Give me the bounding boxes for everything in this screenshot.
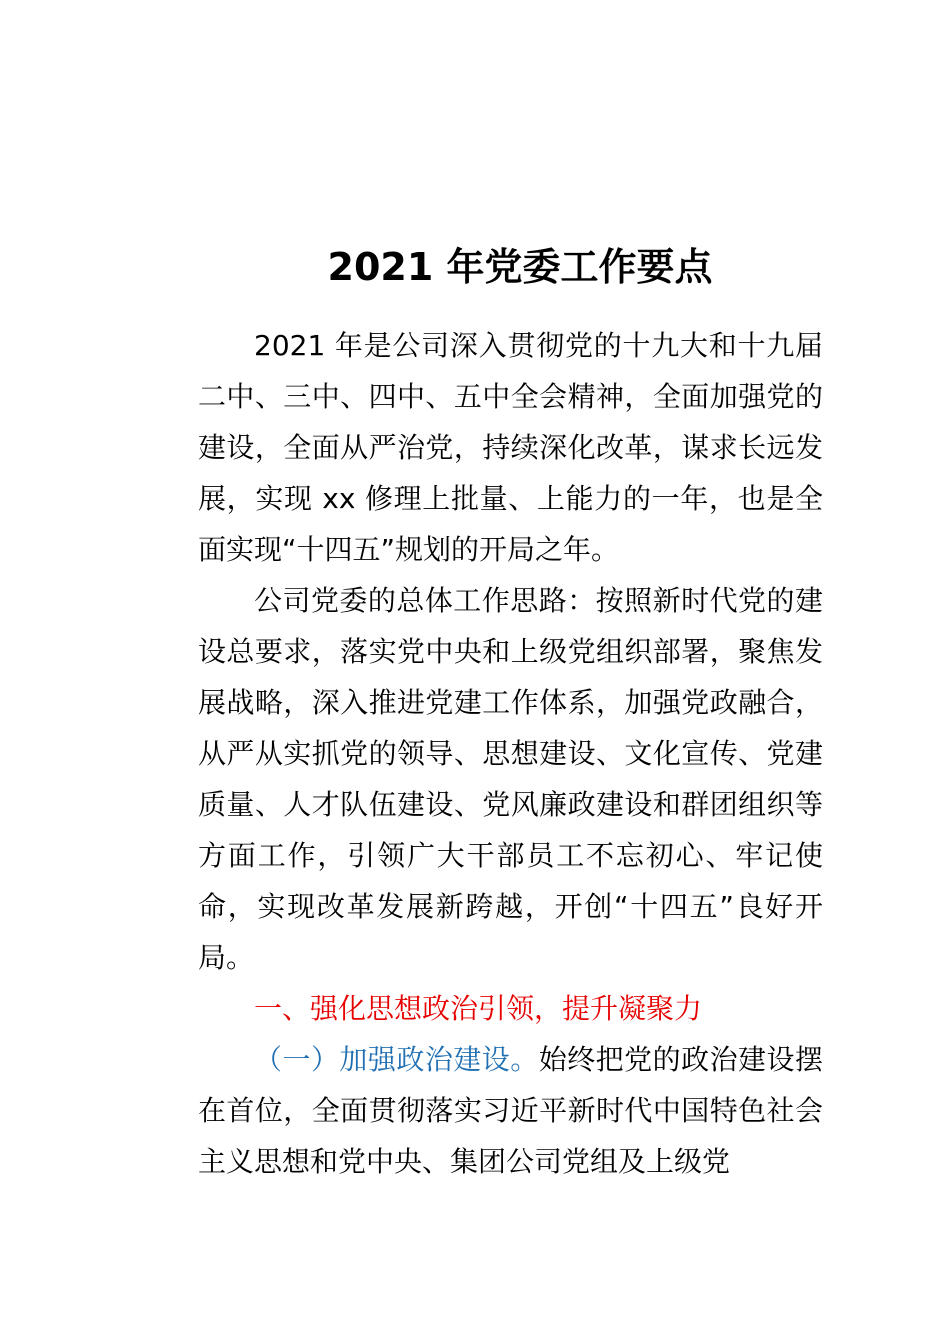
subsection-heading-1: （一）加强政治建设。 (254, 1043, 539, 1076)
subsection-text-1: 始终把党的政治建设摆在首位，全面贯彻落实习近平新时代中国特色社会主义思想和党中央、集团公司党组及上级党 (198, 1043, 823, 1178)
section-heading-1: 一、强化思想政治引领，提升凝聚力 (254, 992, 703, 1025)
document-title: 2021 年党委工作要点 (327, 245, 713, 289)
paragraph-intro: 2021 年是公司深入贯彻党的十九大和十九届二中、三中、四中、五中全会精神，全面加强党的建设，全面从严治党，持续深化改革，谋求长远发展，实现 xx 修理上批量、上能力的一年，也是全面实现“十四五”规划的开局之年。 (198, 329, 823, 566)
paragraph-political-construction (198, 1034, 823, 1187)
paragraph-overall-approach: 公司党委的总体工作思路：按照新时代党的建设总要求，落实党中央和上级党组织部署，聚焦发展战略，深入推进党建工作体系，加强党政融合，从严从实抓党的领导、思想建设、文化宣传、党建质量、人才队伍建设、党风廉政建设和群团组织等方面工作，引领广大干部员工不忘初心、牢记使命，实现改革发展新跨越，开创“十四五”良好开局。 (198, 584, 823, 974)
document-body (198, 320, 823, 1187)
